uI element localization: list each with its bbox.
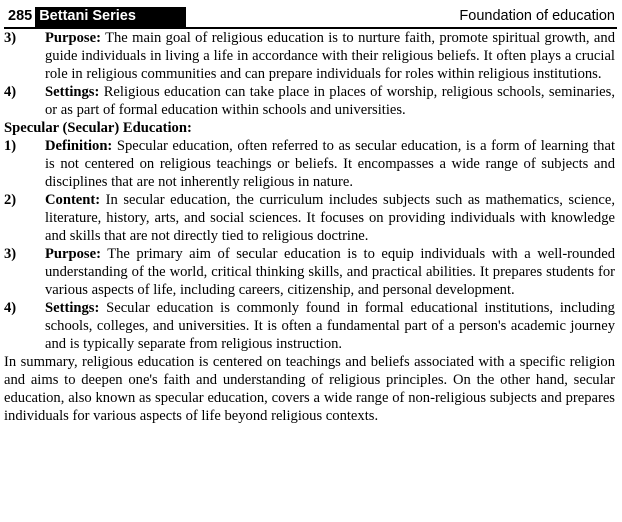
- page-number: 285: [8, 8, 33, 24]
- item-text: The primary aim of secular education is to equip individuals with a well-rounded understanding of the world, critical thinking skills, and practical abilities. It prepares students for various aspects of life, including careers, citizenship, and personal development.: [45, 246, 616, 298]
- chapter-title: Foundation of education: [459, 8, 615, 24]
- item-label: Purpose:: [45, 246, 101, 262]
- page-header: [4, 7, 617, 29]
- item-text: In secular education, the curriculum includes subjects such as mathematics, science, literature, history, arts, and social sciences. It focuses on providing individuals with knowledge and skills that are not directly tied to religious doctrine.: [45, 192, 615, 244]
- item-text: The main goal of religious education is to nurture faith, promote spiritual growth, and guide individuals in living a life in accordance with their religious beliefs. It often plays a crucial role in religious communities and can prepare individuals for roles within religious institutions.: [45, 30, 615, 82]
- series-label: Bettani Series: [35, 7, 186, 27]
- summary-paragraph: In summary, religious education is centered on teachings and beliefs associated with a specific religion and aims to deepen one's faith and understanding of religious principles. On the other hand, secular education, also known as specular education, covers a wide range of non-religious subjects and prepares individuals for various aspects of life beyond religious contexts.: [4, 354, 615, 424]
- section-heading: Specular (Secular) Education:: [4, 120, 192, 136]
- page-content: [4, 29, 618, 425]
- list-item: [4, 137, 618, 191]
- list-item: [4, 29, 618, 83]
- item-number: 3): [4, 30, 17, 46]
- item-text: Specular education, often referred to as secular education, is a form of learning that is not centered on religious teachings or beliefs. It encompasses a wide range of subjects and disciplines that are not inherently religious in nature.: [45, 138, 615, 190]
- list-item: [4, 191, 618, 245]
- item-number: 4): [4, 84, 17, 100]
- list-item: [4, 299, 618, 353]
- item-number: 2): [4, 192, 17, 208]
- item-text: Secular education is commonly found in formal educational institutions, including schools, colleges, and universities. It is often a fundamental part of a person's academic journey and is typically separate from religious instruction.: [45, 300, 615, 352]
- item-label: Settings:: [45, 300, 100, 316]
- list-item: [4, 83, 618, 119]
- item-label: Settings:: [45, 84, 100, 100]
- list-item: [4, 245, 618, 299]
- item-number: 3): [4, 246, 17, 262]
- item-number: 1): [4, 138, 17, 154]
- item-number: 4): [4, 300, 17, 316]
- item-label: Content:: [45, 192, 101, 208]
- item-label: Purpose:: [45, 30, 101, 46]
- item-text: Religious education can take place in places of worship, religious schools, seminaries, or as part of formal education within schools and universities.: [45, 84, 615, 118]
- item-label: Definition:: [45, 138, 113, 154]
